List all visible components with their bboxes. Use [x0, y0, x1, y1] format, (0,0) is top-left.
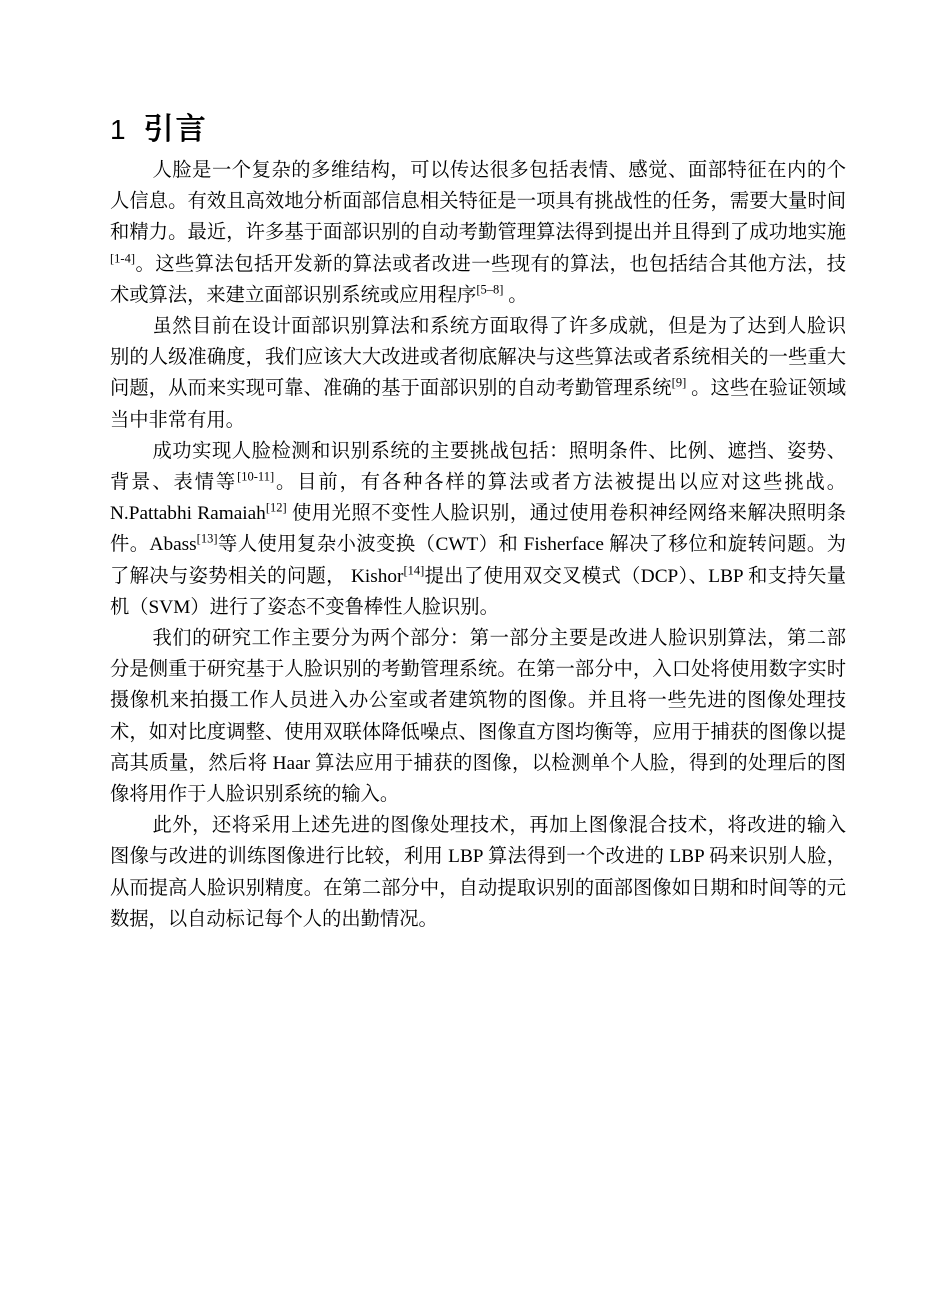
citation-ref: [1-4] — [110, 251, 135, 266]
text-run: 人脸是一个复杂的多维结构，可以传达很多包括表情、感觉、面部特征在内的个人信息。有效且高效地分析面部信息相关特征是一项具有挑战性的任务，需要大量时间和精力。最近，许多基于面部识别的自动考勤管理算法得到提出并且得到了成功地实施 — [110, 160, 846, 244]
paragraph — [110, 311, 846, 436]
text-run: 。 — [503, 284, 528, 306]
paragraph — [110, 623, 846, 810]
section-title: 引言 — [143, 113, 208, 146]
citation-ref: [13] — [196, 532, 218, 547]
text-run: 此外，还将采用上述先进的图像处理技术，再加上图像混合技术，将改进的输入图像与改进的训练图像进行比较，利用 LBP 算法得到一个改进的 LBP 码来识别人脸，从而提高人脸识别精度。在第二部分中，自动提取识别的面部图像如日期和时间等的元数据，以自动标记每个人的出勤情况。 — [110, 815, 846, 930]
document-body — [110, 155, 846, 935]
citation-ref: [12] — [265, 500, 287, 515]
citation-ref: [10-11] — [237, 469, 275, 484]
paragraph — [110, 155, 846, 311]
text-run: 成功实现人脸检测和识别系统的主要挑战包括：照明条件、比例、遮挡、姿势、背景、表情等 — [110, 440, 846, 494]
citation-ref: [9] — [671, 376, 687, 390]
citation-ref: [14] — [403, 563, 425, 578]
citation-ref: [5–8] — [476, 282, 504, 297]
text-run: 使用光照不变性人脸识别，通过使用卷积神经网络来解决照明条件。Abass — [110, 503, 846, 556]
text-run: 。这些在验证领域当中非常有用。 — [110, 378, 846, 431]
text-run: 提出了使用双交叉模式（DCP）、LBP 和支持矢量机（SVM）进行了姿态不变鲁棒性人脸识别。 — [110, 565, 847, 618]
text-run: 我们的研究工作主要分为两个部分：第一部分主要是改进人脸识别算法，第二部分是侧重于研究基于人脸识别的考勤管理系统。在第一部分中，入口处将使用数字实时摄像机来拍摄工作人员进入办公室或者建筑物的图像。并且将一些先进的图像处理技术，如对比度调整、使用双联体降低噪点、图像直方图均衡等，应用于捕获的图像以提高其质量，然后将 Haar 算法应用于捕获的图像，以检测单个人脸，得到的处理后的图像将用作于人脸识别系统的输入。 — [110, 628, 846, 806]
section-number: 1 — [110, 114, 126, 145]
paragraph — [110, 436, 846, 623]
text-run: 。这些算法包括开发新的算法或者改进一些现有的算法，也包括结合其他方法，技术或算法，来建立面部识别系统或应用程序 — [110, 253, 846, 306]
page-content — [110, 112, 846, 935]
paragraph — [110, 810, 846, 935]
text-run: 等人使用复杂小波变换（CWT）和 Fisherface 解决了移位和旋转问题。为了解决与姿势相关的问题， Kishor — [110, 534, 846, 587]
section-heading — [110, 112, 846, 148]
text-run: 。目前，有各种各样的算法或者方法被提出以应对这些挑战。N.Pattabhi Ramaiah — [110, 472, 847, 525]
text-run: 虽然目前在设计面部识别算法和系统方面取得了许多成就，但是为了达到人脸识别的人级准确度，我们应该大大改进或者彻底解决与这些算法或者系统相关的一些重大问题，从而来实现可靠、准确的基于面部识别的自动考勤管理系统 — [110, 316, 846, 400]
